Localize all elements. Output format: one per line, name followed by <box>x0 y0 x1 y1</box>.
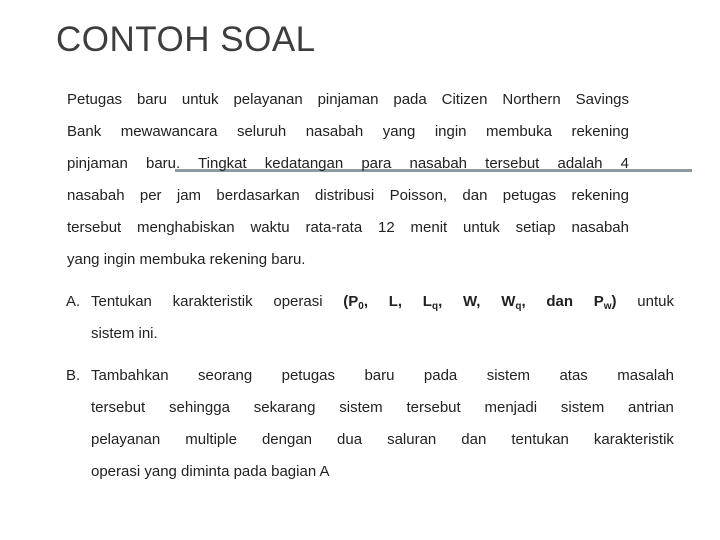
word: sehingga <box>169 399 230 416</box>
word: tentukan <box>511 431 569 448</box>
question-b-line-2 <box>91 394 674 426</box>
question-b-line-1 <box>91 362 674 390</box>
question-b <box>66 362 674 490</box>
word: petugas <box>281 367 336 384</box>
formula-lq: $L_q$, <box>422 293 443 312</box>
question-b-label: B. <box>66 367 81 384</box>
paragraph-line-4: nasabah per jam berdasarkan distribusi Poisson, dan petugas rekening <box>67 187 629 204</box>
formula-l: L, <box>388 293 403 310</box>
formula-wq: $W_q$, <box>501 293 526 312</box>
word: multiple <box>185 431 237 448</box>
paragraph-line-3: pinjaman baru. Tingkat kedatangan para nasabah tersebut adalah 4 <box>67 155 629 172</box>
word: tersebut <box>406 399 461 416</box>
word: sistem <box>560 399 605 416</box>
formula-w: W, <box>462 293 481 310</box>
word: tersebut <box>91 399 146 416</box>
word: antrian <box>628 399 674 416</box>
question-b-line-4: operasi yang diminta pada bagian A <box>91 463 330 480</box>
word: menjadi <box>484 399 538 416</box>
word: karakteristik <box>593 431 674 448</box>
word: masalah <box>617 367 674 384</box>
word: sistem <box>486 367 531 384</box>
paragraph-line-1: Petugas baru untuk pelayanan pinjaman pada Citizen Northern Savings <box>67 91 629 108</box>
word: seorang <box>197 367 253 384</box>
word: pada <box>423 367 458 384</box>
word: dan <box>546 293 574 310</box>
word: baru <box>364 367 395 384</box>
question-a-label: A. <box>66 293 81 310</box>
question-b-line-3 <box>91 426 674 458</box>
word: sistem <box>339 399 383 416</box>
question-a-line-1 <box>91 288 674 321</box>
word: dengan <box>261 431 313 448</box>
paragraph-line-6: yang ingin membuka rekening baru. <box>67 251 306 268</box>
word: untuk <box>637 293 674 310</box>
word: Tambahkan <box>91 367 169 384</box>
formula-p0: ($P_0$, <box>343 293 369 312</box>
word: atas <box>559 367 588 384</box>
paragraph-line-5: tersebut menghabiskan waktu rata-rata 12 menit untuk setiap nasabah <box>67 219 629 236</box>
slide-title: CONTOH SOAL <box>56 20 316 59</box>
formula-pw: $P_w$) <box>593 293 617 312</box>
word: dua <box>337 431 363 448</box>
question-a-line-2: sistem ini. <box>91 325 158 342</box>
word: operasi <box>273 293 323 310</box>
question-a <box>66 288 674 352</box>
problem-paragraph <box>67 84 629 276</box>
word: saluran <box>387 431 437 448</box>
word: sekarang <box>253 399 316 416</box>
paragraph-line-2: Bank mewawancara seluruh nasabah yang ingin membuka rekening <box>67 123 629 140</box>
word: Tentukan <box>91 293 152 310</box>
word: karakteristik <box>172 293 253 310</box>
word: dan <box>461 431 487 448</box>
word: pelayanan <box>91 431 161 448</box>
